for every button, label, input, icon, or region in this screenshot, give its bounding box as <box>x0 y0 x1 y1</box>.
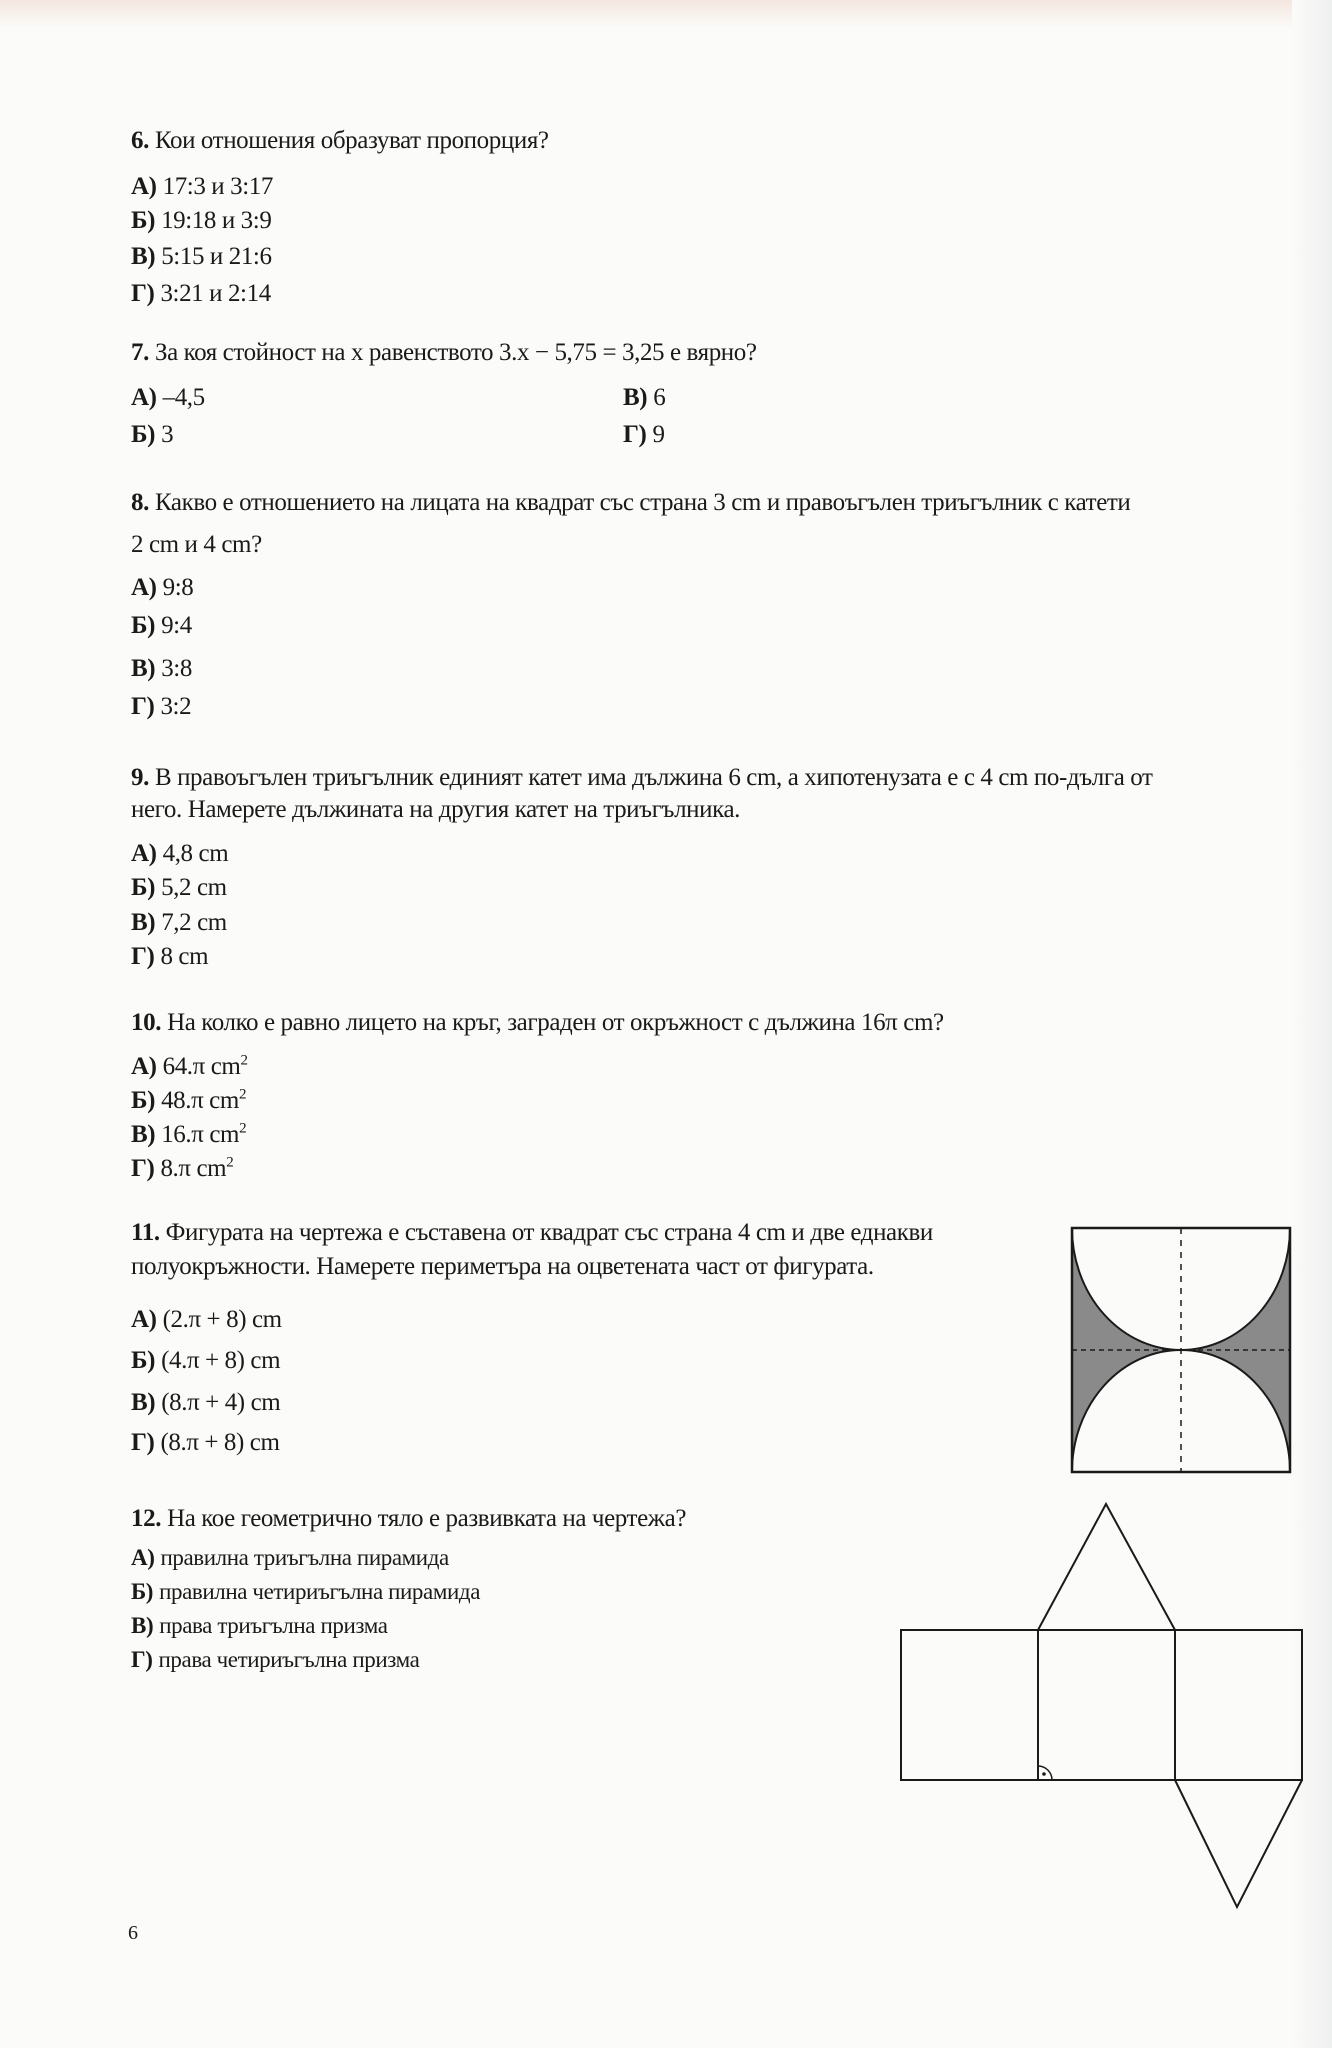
option-letter: В) <box>131 1389 156 1416</box>
option <box>131 1543 449 1573</box>
question-7 <box>131 338 757 368</box>
question-text: Фигурата на чертежа е съставена от квадрат със страна 4 cm и две еднакви <box>165 1219 933 1246</box>
question-text: полуокръжности. Намерете периметъра на оцветената част от фигурата. <box>131 1253 874 1280</box>
option-letter: В) <box>131 243 156 270</box>
option-letter: В) <box>131 655 156 682</box>
option-text: (8.π + 8) cm <box>160 1429 280 1456</box>
option-letter: Б) <box>131 1347 156 1374</box>
option-letter: В) <box>131 1121 156 1148</box>
option-text: 17:3 и 3:17 <box>162 173 273 200</box>
page-top-edge <box>0 0 1332 28</box>
option-letter: А) <box>131 1053 157 1080</box>
option-text: 5,2 cm <box>161 874 227 901</box>
option <box>623 420 665 450</box>
option <box>131 279 271 309</box>
option <box>131 242 272 272</box>
option-letter: А) <box>131 1545 155 1570</box>
superscript: 2 <box>240 1052 248 1069</box>
option <box>131 1611 388 1641</box>
superscript: 2 <box>226 1154 234 1171</box>
option-text: права триъгълна призма <box>159 1613 388 1638</box>
option-letter: А) <box>131 574 157 601</box>
question-12 <box>131 1504 686 1534</box>
question-text: него. Намерете дължината на другия катет на триъгълника. <box>131 796 741 823</box>
option-letter: Б) <box>131 874 156 901</box>
option-text: 6 <box>653 384 666 411</box>
option-text: 9 <box>652 421 665 448</box>
option-letter: Г) <box>131 1155 155 1182</box>
option-letter: Г) <box>131 280 155 307</box>
option-text: 5:15 и 21:6 <box>161 243 272 270</box>
question-number: 12. <box>131 1505 162 1532</box>
option <box>131 573 193 603</box>
option-text: 9:4 <box>161 612 192 639</box>
option <box>131 1154 233 1184</box>
option-letter: А) <box>131 173 157 200</box>
square-semicircles-figure <box>1066 1222 1296 1478</box>
option-letter: Г) <box>131 1647 153 1672</box>
option-letter: Г) <box>131 693 155 720</box>
option-letter: Б) <box>131 421 156 448</box>
option <box>131 420 173 450</box>
option <box>131 1052 248 1082</box>
superscript: 2 <box>238 1086 247 1103</box>
question-9 <box>131 763 1153 793</box>
option <box>131 873 227 903</box>
option <box>131 1577 480 1607</box>
question-8-line2 <box>131 530 262 560</box>
option-text: правилна четириъгълна пирамида <box>159 1579 481 1604</box>
question-number: 10. <box>131 1009 162 1036</box>
question-text: В правоъгълен триъгълник единият катет има дължина 6 cm, а хипотенузата е с 4 cm по-дълга от <box>154 764 1153 791</box>
option <box>131 611 192 641</box>
option-text: 3 <box>161 421 174 448</box>
option <box>131 1086 246 1116</box>
option-letter: Г) <box>623 421 647 448</box>
option <box>623 383 665 413</box>
option-text: 16.π cm <box>161 1121 240 1148</box>
question-9-line2 <box>131 795 740 825</box>
option <box>131 172 273 202</box>
option-letter: А) <box>131 840 157 867</box>
option <box>131 692 191 722</box>
option-letter: Б) <box>131 1087 156 1114</box>
question-6 <box>131 126 549 156</box>
option-text: –4,5 <box>162 384 205 411</box>
question-number: 11. <box>131 1219 160 1246</box>
option-letter: Г) <box>131 943 155 970</box>
option <box>131 1346 280 1376</box>
option-text: 4,8 cm <box>162 840 229 867</box>
option <box>131 654 192 684</box>
option-text: права четириъгълна призма <box>158 1647 420 1672</box>
option-text: (2.π + 8) cm <box>162 1306 282 1333</box>
question-number: 9. <box>131 764 149 791</box>
option-text: 8 cm <box>160 943 209 970</box>
option-text: 19:18 и 3:9 <box>161 207 272 234</box>
option-text: правилна триъгълна пирамида <box>160 1545 449 1570</box>
question-text: 2 cm и 4 cm? <box>131 531 262 558</box>
option-letter: В) <box>623 384 648 411</box>
option-text: 3:2 <box>160 693 192 720</box>
option-letter: Г) <box>131 1429 155 1456</box>
question-8 <box>131 488 1130 518</box>
question-number: 7. <box>131 339 149 366</box>
page-number: 6 <box>128 1922 138 1944</box>
option-letter: В) <box>131 909 156 936</box>
option <box>131 383 205 413</box>
option-letter: В) <box>131 1613 154 1638</box>
option-text: 7,2 cm <box>161 909 227 936</box>
option-text: (8.π + 4) cm <box>161 1389 281 1416</box>
option <box>131 1305 282 1335</box>
question-text: Кои отношения образуват пропорция? <box>154 127 549 154</box>
option-letter: Б) <box>131 612 156 639</box>
option-text: 8.π cm <box>160 1155 227 1182</box>
option <box>131 1120 246 1150</box>
option-text: (4.π + 8) cm <box>161 1347 281 1374</box>
option-text: 9:8 <box>162 574 194 601</box>
prism-net-figure <box>896 1498 1308 1912</box>
question-11 <box>131 1218 933 1248</box>
question-text: На кое геометрично тяло е развивката на чертежа? <box>167 1505 687 1532</box>
option <box>131 942 208 972</box>
option-letter: Б) <box>131 1579 154 1604</box>
option <box>131 1645 419 1675</box>
question-number: 6. <box>131 127 149 154</box>
question-number: 8. <box>131 489 149 516</box>
superscript: 2 <box>239 1120 247 1137</box>
option-letter: А) <box>131 384 157 411</box>
option-text: 3:8 <box>161 655 192 682</box>
option <box>131 206 271 236</box>
option <box>131 908 227 938</box>
question-10 <box>131 1008 944 1038</box>
option-letter: Б) <box>131 207 156 234</box>
option-text: 48.π cm <box>161 1087 239 1114</box>
option-text: 64.π cm <box>162 1053 241 1080</box>
option-text: 3:21 и 2:14 <box>160 280 271 307</box>
option-letter: А) <box>131 1306 157 1333</box>
option <box>131 1428 280 1458</box>
option <box>131 1388 280 1418</box>
question-text: Какво е отношението на лицата на квадрат със страна 3 cm и правоъгълен триъгълник с катети <box>154 489 1131 516</box>
question-11-line2 <box>131 1252 874 1282</box>
option <box>131 839 228 869</box>
question-text: За коя стойност на x равенството 3.x − 5,75 = 3,25 е вярно? <box>154 339 757 366</box>
question-text: На колко е равно лицето на кръг, заграден от окръжност с дължина 16π cm? <box>167 1009 944 1036</box>
